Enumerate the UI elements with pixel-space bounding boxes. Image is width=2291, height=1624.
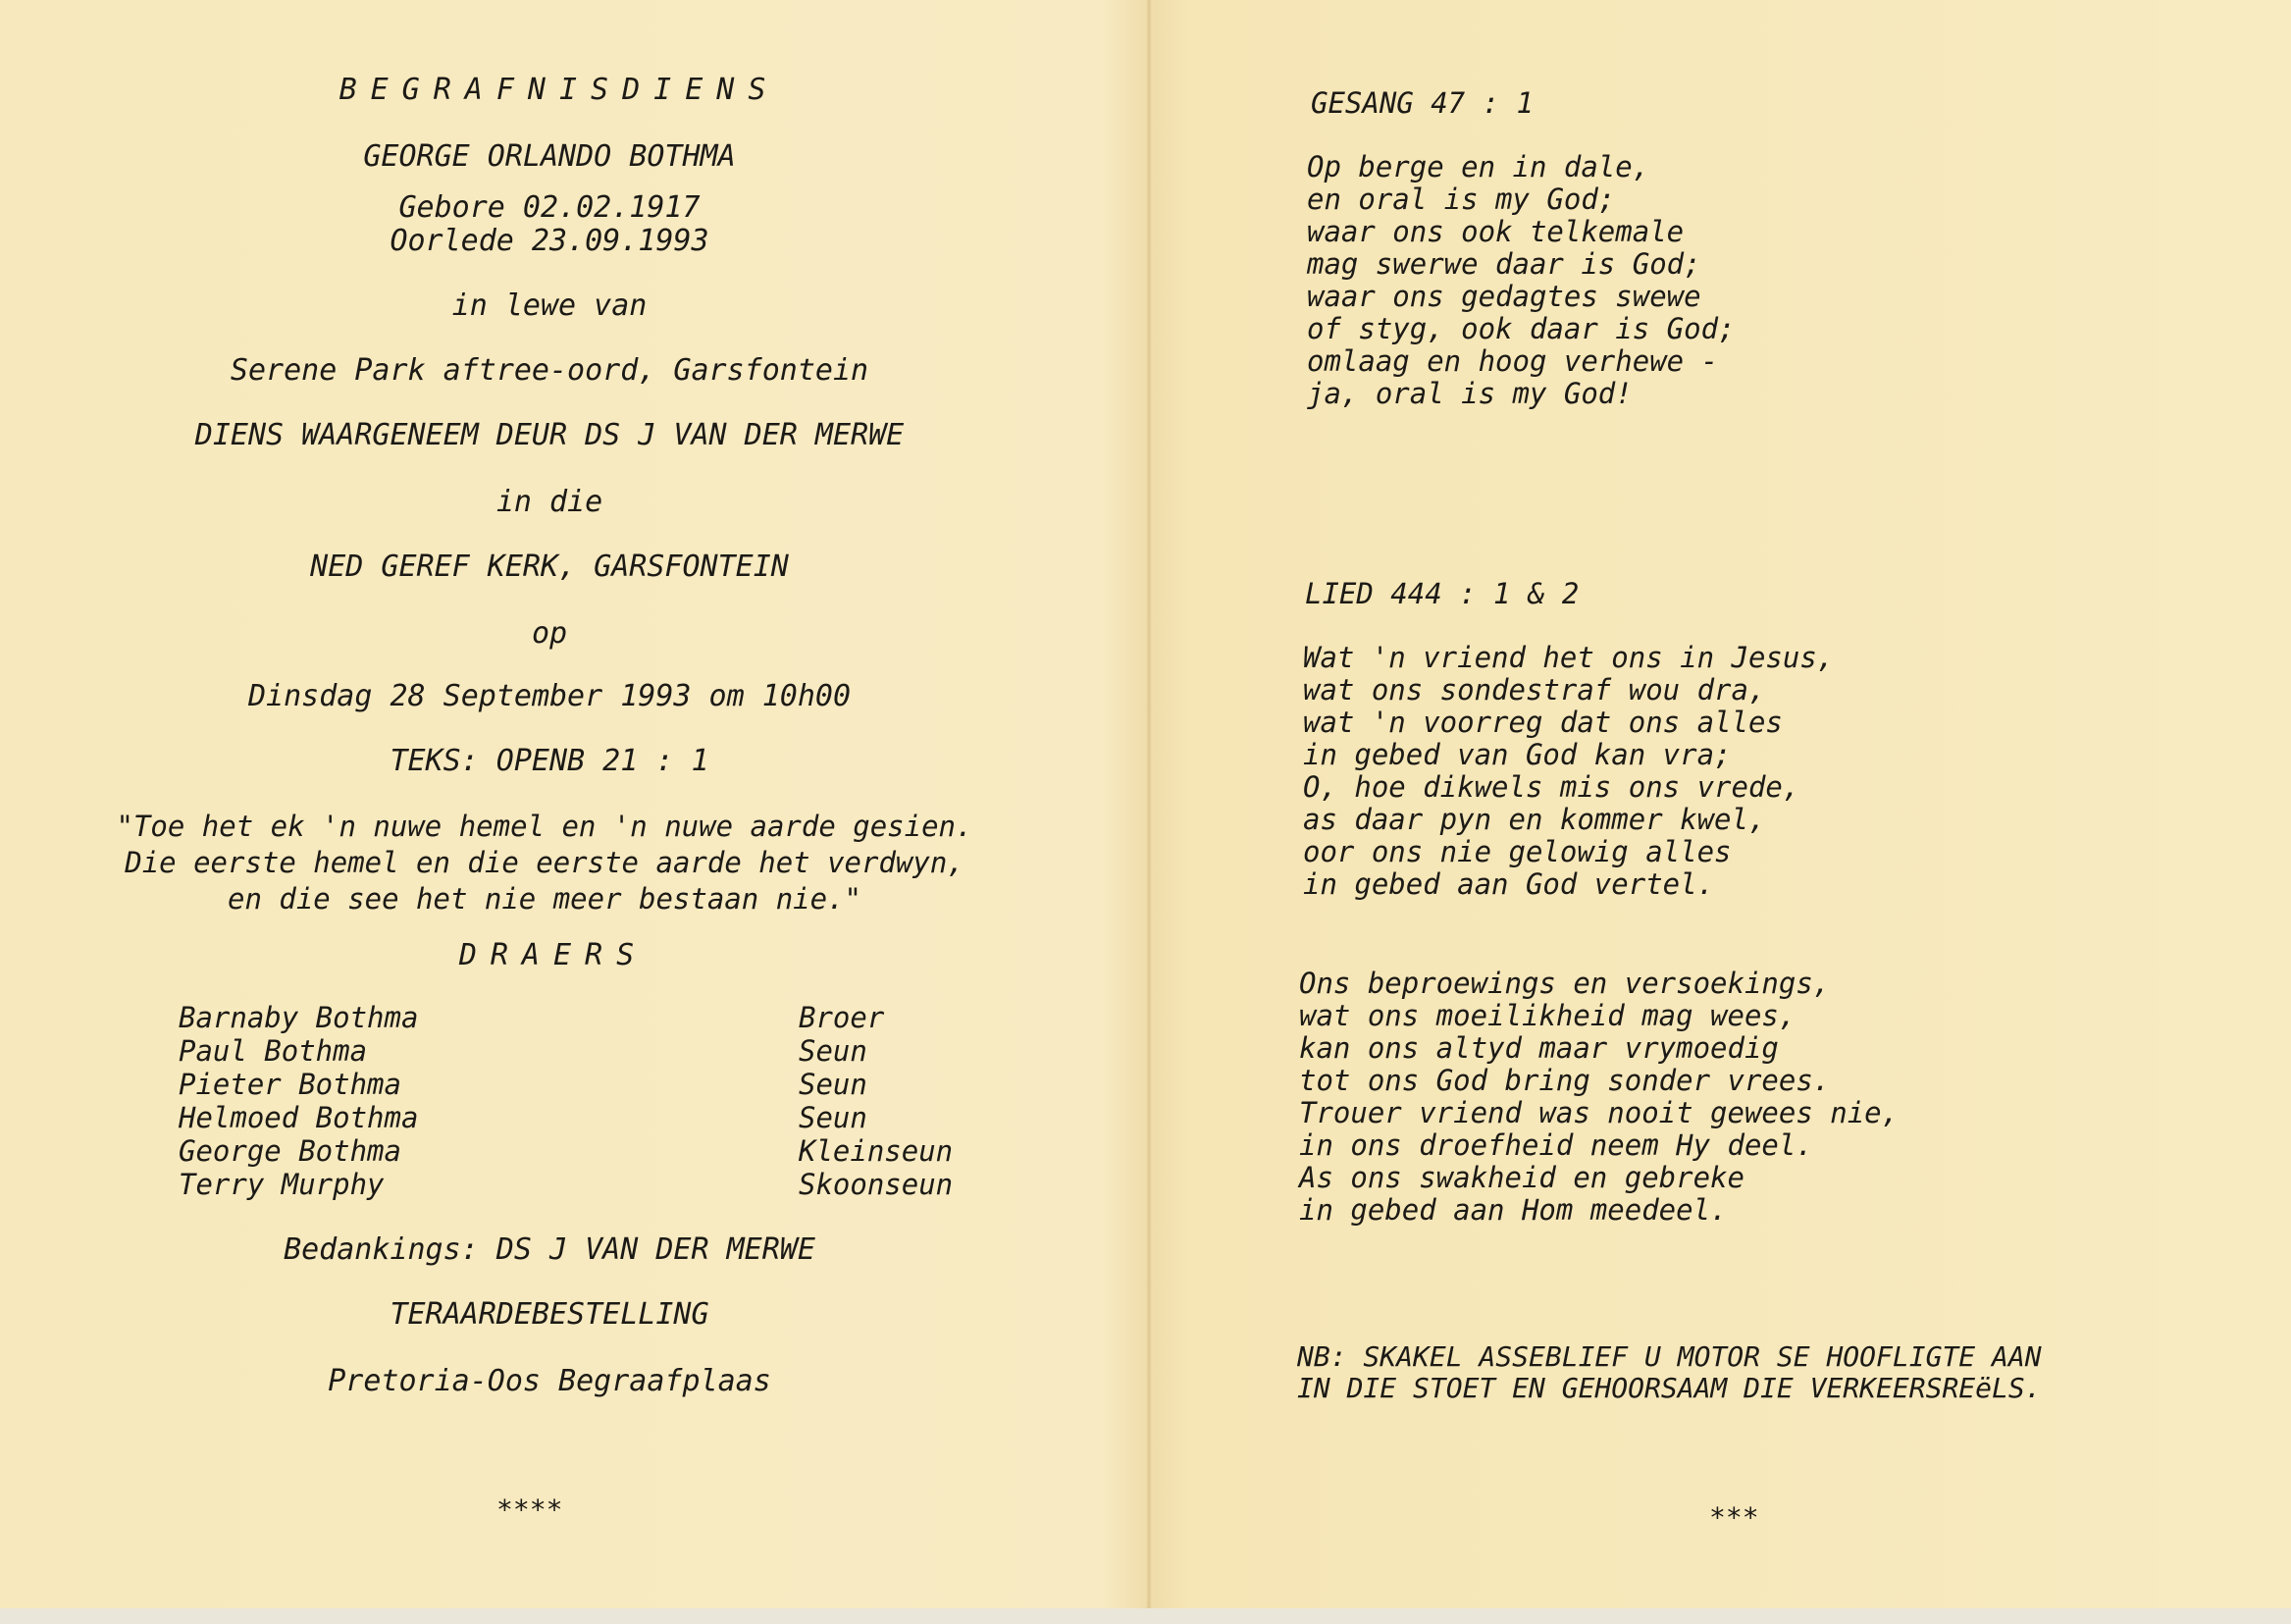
left-panel bbox=[0, 0, 1146, 1609]
right-panel bbox=[1152, 0, 2291, 1609]
service-heading: BEGRAFNISDIENS bbox=[338, 73, 780, 107]
bearer-row bbox=[179, 1101, 1003, 1134]
notice-line: NB: SKAKEL ASSEBLIEF U MOTOR SE HOOFLIGTE AAN bbox=[1297, 1340, 2042, 1373]
verse-line: As ons swakheid en gebreke bbox=[1299, 1161, 1744, 1194]
verse-line: kan ons altyd maar vrymoedig bbox=[1299, 1031, 1779, 1065]
verse-line: wat ons moeilikheid mag wees, bbox=[1299, 999, 1796, 1032]
birth-date: Gebore 02.02.1917 bbox=[398, 190, 701, 225]
bearer-relation: Skoonseun bbox=[799, 1168, 954, 1201]
service-date: Dinsdag 28 September 1993 om 10h00 bbox=[247, 679, 852, 713]
death-date: Oorlede 23.09.1993 bbox=[390, 224, 709, 258]
bearer-row bbox=[179, 1134, 1003, 1168]
verse-line: in gebed aan God vertel. bbox=[1303, 867, 1715, 901]
verse-line: of styg, ook daar is God; bbox=[1307, 312, 1736, 345]
in-life-of: in lewe van bbox=[451, 288, 648, 323]
bearers-heading: DRAERS bbox=[458, 938, 649, 972]
verse-line: tot ons God bring sonder vrees. bbox=[1299, 1064, 1831, 1097]
hymn-2-verse-2 bbox=[1299, 968, 1899, 1227]
bearer-row bbox=[179, 1068, 1003, 1101]
bearer-name: Terry Murphy bbox=[179, 1168, 385, 1201]
verse-line: O, hoe dikwels mis ons vrede, bbox=[1303, 770, 1800, 804]
verse-line: in gebed van God kan vra; bbox=[1303, 738, 1732, 771]
thanks-line: Bedankings: DS J VAN DER MERWE bbox=[284, 1232, 815, 1267]
verse-line: wat ons sondestraf wou dra, bbox=[1303, 673, 1766, 707]
in-the: in die bbox=[495, 485, 603, 519]
bearer-row bbox=[179, 1034, 1003, 1068]
verse-line: en oral is my God; bbox=[1307, 183, 1616, 216]
bearer-row bbox=[179, 1001, 1003, 1034]
quote-line: "Toe het ek 'n nuwe hemel en 'n nuwe aarde gesien. bbox=[116, 810, 973, 843]
bearer-name: Pieter Bothma bbox=[179, 1068, 401, 1101]
on-word: op bbox=[531, 616, 568, 651]
bearer-row bbox=[179, 1168, 1003, 1201]
verse-line: wat 'n voorreg dat ons alles bbox=[1303, 706, 1783, 739]
verse-line: Ons beproewings en versoekings, bbox=[1299, 967, 1831, 1000]
church: NED GEREF KERK, GARSFONTEIN bbox=[310, 550, 789, 584]
bearer-relation: Seun bbox=[799, 1068, 867, 1101]
deceased-name: GEORGE ORLANDO BOTHMA bbox=[363, 139, 736, 174]
cemetery: Pretoria-Oos Begraafplaas bbox=[328, 1364, 771, 1398]
verse-line: mag swerwe daar is God; bbox=[1307, 247, 1701, 281]
scan-bottom-edge bbox=[0, 1608, 2291, 1624]
verse-line: as daar pyn en kommer kwel, bbox=[1303, 803, 1766, 836]
right-end-mark: *** bbox=[1709, 1501, 1759, 1534]
verse-line: in ons droefheid neem Hy deel. bbox=[1299, 1128, 1813, 1162]
quote-line: Die eerste hemel en die eerste aarde het verdwyn, bbox=[125, 846, 964, 879]
bearer-name: Barnaby Bothma bbox=[179, 1001, 419, 1034]
hymn-1-title: GESANG 47 : 1 bbox=[1311, 86, 1534, 120]
bearer-name: Paul Bothma bbox=[179, 1034, 368, 1068]
notice-line: IN DIE STOET EN GEHOORSAAM DIE VERKEERSREëLS. bbox=[1297, 1372, 2042, 1404]
verse-line: Trouer vriend was nooit gewees nie, bbox=[1299, 1096, 1900, 1129]
verse-line: ja, oral is my God! bbox=[1307, 377, 1633, 410]
residence: Serene Park aftree-oord, Garsfontein bbox=[230, 353, 869, 388]
verse-line: waar ons gedagtes swewe bbox=[1307, 280, 1701, 313]
verse-line: Wat 'n vriend het ons in Jesus, bbox=[1303, 641, 1835, 674]
scripture-reference: TEKS: OPENB 21 : 1 bbox=[390, 744, 709, 778]
officiant: DIENS WAARGENEEM DEUR DS J VAN DER MERWE bbox=[194, 418, 905, 452]
hymn-1-verse bbox=[1307, 151, 1736, 410]
left-end-mark: **** bbox=[496, 1493, 563, 1526]
bearer-relation: Seun bbox=[799, 1101, 867, 1134]
quote-line: en die see het nie meer bestaan nie." bbox=[227, 882, 861, 916]
headlights-notice bbox=[1297, 1341, 2042, 1404]
verse-line: omlaag en hoog verhewe - bbox=[1307, 344, 1719, 378]
scripture-quote bbox=[0, 809, 1089, 917]
verse-line: in gebed aan Hom meedeel. bbox=[1299, 1193, 1728, 1227]
bearer-name: George Bothma bbox=[179, 1134, 401, 1168]
burial-heading: TERAARDEBESTELLING bbox=[390, 1297, 709, 1332]
verse-line: Op berge en in dale, bbox=[1307, 150, 1650, 183]
hymn-2-verse-1 bbox=[1303, 642, 1834, 901]
verse-line: oor ons nie gelowig alles bbox=[1303, 835, 1732, 868]
bearer-relation: Broer bbox=[799, 1001, 885, 1034]
bearer-relation: Kleinseun bbox=[799, 1134, 954, 1168]
bearer-name: Helmoed Bothma bbox=[179, 1101, 419, 1134]
bearer-relation: Seun bbox=[799, 1034, 867, 1068]
hymn-2-title: LIED 444 : 1 & 2 bbox=[1305, 577, 1580, 610]
verse-line: waar ons ook telkemale bbox=[1307, 215, 1685, 248]
bearers-list bbox=[179, 1001, 1003, 1201]
